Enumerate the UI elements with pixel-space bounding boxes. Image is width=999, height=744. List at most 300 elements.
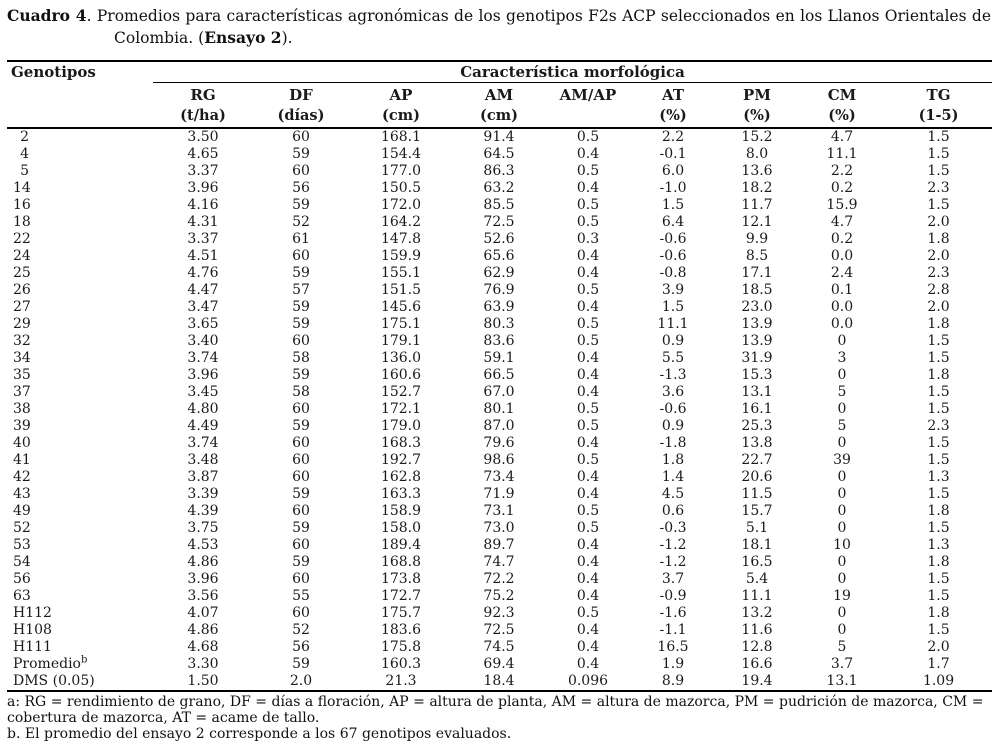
value-cell: 0 (837, 333, 847, 349)
table-row (7, 503, 992, 520)
value-cell: 2.0 (927, 639, 950, 655)
value-cell: 4.68 (187, 639, 219, 655)
table-row (7, 214, 992, 231)
value-cell: 59 (292, 265, 310, 281)
value-cell: 0.5 (576, 333, 600, 349)
table-row (7, 163, 992, 180)
table-row (7, 282, 992, 299)
value-cell: 59.1 (483, 350, 515, 366)
table-row (7, 418, 992, 435)
table-row (7, 367, 992, 384)
value-cell: 175.1 (380, 316, 422, 332)
value-cell: 5 (837, 418, 847, 434)
table-row (7, 673, 992, 691)
value-cell: 172.1 (380, 401, 422, 417)
genotype-label: 4 (20, 146, 29, 162)
value-cell: 59 (292, 197, 310, 213)
table-row (7, 299, 992, 316)
value-cell: 2.8 (927, 282, 950, 298)
value-cell: 0.5 (576, 316, 600, 332)
value-cell: 13.1 (741, 384, 773, 400)
value-cell: 5 (837, 639, 847, 655)
value-cell: 60 (292, 333, 310, 349)
table-row (7, 656, 992, 673)
value-cell: 87.0 (483, 418, 515, 434)
table-row (7, 350, 992, 367)
value-cell: 72.2 (483, 571, 515, 587)
table-row (7, 231, 992, 248)
column-unit-am-ap (545, 105, 631, 128)
value-cell: 66.5 (483, 367, 515, 383)
genotype-cell (7, 299, 153, 316)
value-cell: 4.07 (187, 605, 219, 621)
genotype-label: 40 (13, 435, 31, 451)
value-cell: 58 (292, 350, 310, 366)
value-cell: 175.8 (380, 639, 422, 655)
value-cell: 73.4 (483, 469, 515, 485)
column-header-df: DF (289, 86, 313, 104)
value-cell: 4.80 (187, 401, 219, 417)
value-cell: 3.96 (187, 571, 219, 587)
value-cell: 0.0 (830, 316, 854, 332)
value-cell: 11.1 (741, 588, 773, 604)
value-cell: 0.5 (576, 418, 600, 434)
value-cell: -0.6 (659, 401, 687, 417)
value-cell: 0.4 (576, 265, 600, 281)
value-cell: 168.8 (380, 554, 422, 570)
value-cell: 0.4 (576, 588, 600, 604)
value-cell: 3.6 (661, 384, 685, 400)
value-cell: 3.47 (187, 299, 219, 315)
value-cell: 4.65 (187, 146, 219, 162)
value-cell: 158.0 (380, 520, 422, 536)
value-cell: 59 (292, 146, 310, 162)
genotype-cell (7, 197, 153, 214)
value-cell: 0.5 (576, 163, 600, 179)
column-header-pm: PM (743, 86, 771, 104)
footnote-marker: b (80, 654, 88, 666)
table-row (7, 622, 992, 639)
value-cell: 5.1 (745, 520, 769, 536)
value-cell: 13.2 (741, 605, 773, 621)
value-cell: 0.1 (830, 282, 854, 298)
genotype-cell (7, 333, 153, 350)
value-cell: 15.3 (741, 367, 773, 383)
value-cell: 3.75 (187, 520, 219, 536)
genotype-cell (7, 128, 153, 146)
value-cell: 175.7 (380, 605, 422, 621)
value-cell: 0.2 (830, 231, 854, 247)
value-cell: 1.4 (661, 469, 685, 485)
value-cell: 13.9 (741, 333, 773, 349)
value-cell: 4.47 (187, 282, 219, 298)
genotype-label: 32 (13, 333, 31, 349)
value-cell: 52 (292, 214, 310, 230)
value-cell: -1.2 (659, 554, 687, 570)
value-cell: 60 (292, 163, 310, 179)
value-cell: 10 (833, 537, 851, 553)
column-unit-at: (%) (631, 105, 715, 128)
value-cell: 71.9 (483, 486, 515, 502)
footnote-b: b. El promedio del ensayo 2 corresponde a los 67 genotipos evaluados. (7, 725, 512, 742)
value-cell: 0.5 (576, 520, 600, 536)
value-cell: 60 (292, 435, 310, 451)
value-cell: 1.8 (927, 316, 950, 332)
value-cell: 160.6 (380, 367, 422, 383)
value-cell: 13.6 (741, 163, 773, 179)
genotype-label: 53 (13, 537, 31, 553)
genotype-cell (7, 350, 153, 367)
value-cell: 179.1 (380, 333, 422, 349)
genotype-cell (7, 503, 153, 520)
value-cell: 2.2 (830, 163, 854, 179)
value-cell: 8.0 (745, 146, 769, 162)
value-cell: 160.3 (380, 656, 422, 672)
value-cell: 163.3 (380, 486, 422, 502)
value-cell: 67.0 (483, 384, 515, 400)
value-cell: 21.3 (349, 673, 453, 691)
genotype-label: 38 (13, 401, 31, 417)
value-cell: 0 (837, 554, 847, 570)
value-cell: -0.9 (659, 588, 687, 604)
caption-number: Cuadro 4 (7, 6, 87, 25)
value-cell: 60 (292, 129, 310, 145)
genotype-label: Promedio (13, 656, 81, 672)
value-cell: 75.2 (483, 588, 515, 604)
value-cell: 3.74 (187, 350, 219, 366)
value-cell: 64.5 (483, 146, 515, 162)
value-cell: 4.7 (830, 129, 854, 145)
value-cell: 0.5 (576, 282, 600, 298)
value-cell: 0.4 (576, 384, 600, 400)
footnotes (7, 695, 992, 742)
value-cell: 0 (837, 486, 847, 502)
value-cell: 1.8 (927, 554, 950, 570)
value-cell: 1.5 (927, 622, 950, 638)
value-cell: 2.2 (661, 129, 685, 145)
column-header-am-ap: AM/AP (559, 86, 617, 104)
genotype-cell (7, 537, 153, 554)
value-cell: 1.5 (927, 163, 950, 179)
value-cell: 60 (292, 503, 310, 519)
value-cell: 56 (292, 639, 310, 655)
value-cell: 3.87 (187, 469, 219, 485)
value-cell: 1.5 (927, 333, 950, 349)
value-cell: 19 (833, 588, 851, 604)
column-header-am: AM (484, 86, 514, 104)
value-cell: 0.096 (545, 673, 631, 691)
value-cell: 62.9 (483, 265, 515, 281)
value-cell: 60 (292, 248, 310, 264)
value-cell: 1.3 (927, 469, 950, 485)
value-cell: 16.6 (741, 656, 773, 672)
value-cell: 0.4 (576, 622, 600, 638)
value-cell: 4.51 (187, 248, 219, 264)
value-cell: 55 (292, 588, 310, 604)
value-cell: 3.74 (187, 435, 219, 451)
value-cell: 2.4 (830, 265, 854, 281)
value-cell: 6.4 (661, 214, 685, 230)
value-cell: 162.8 (380, 469, 422, 485)
table-row (7, 316, 992, 333)
table-row (7, 469, 992, 486)
value-cell: 20.6 (741, 469, 773, 485)
genotype-cell (7, 605, 153, 622)
value-cell: 1.5 (927, 588, 950, 604)
value-cell: 4.7 (830, 214, 854, 230)
value-cell: 1.5 (927, 384, 950, 400)
value-cell: 3.30 (187, 656, 219, 672)
genotype-cell (7, 554, 153, 571)
value-cell: 0.4 (576, 537, 600, 553)
genotype-label: 56 (13, 571, 31, 587)
table-row (7, 197, 992, 214)
value-cell: 3.7 (661, 571, 685, 587)
value-cell: 18.1 (741, 537, 773, 553)
value-cell: 0.4 (576, 180, 600, 196)
genotype-label: 43 (13, 486, 31, 502)
value-cell: 15.7 (741, 503, 773, 519)
value-cell: 59 (292, 299, 310, 315)
value-cell: 4.86 (187, 554, 219, 570)
value-cell: 11.1 (657, 316, 689, 332)
value-cell: 1.5 (927, 435, 950, 451)
value-cell: 1.8 (927, 503, 950, 519)
value-cell: 1.8 (927, 367, 950, 383)
value-cell: 0.9 (661, 418, 685, 434)
value-cell: 1.9 (661, 656, 685, 672)
value-cell: 0.6 (661, 503, 685, 519)
column-unit-df: (días) (253, 105, 349, 128)
genotype-cell (7, 282, 153, 299)
genotype-cell (7, 180, 153, 197)
value-cell: 0.5 (576, 605, 600, 621)
value-cell: 1.3 (927, 537, 950, 553)
value-cell: 164.2 (380, 214, 422, 230)
genotype-label: 37 (13, 384, 31, 400)
table-row (7, 401, 992, 418)
value-cell: 2.3 (927, 418, 950, 434)
value-cell: 173.8 (380, 571, 422, 587)
table-row (7, 537, 992, 554)
value-cell: 2.0 (927, 248, 950, 264)
value-cell: 56 (292, 180, 310, 196)
column-header-ap: AP (389, 86, 413, 104)
value-cell: 60 (292, 469, 310, 485)
value-cell: 15.2 (741, 129, 773, 145)
genotype-cell (7, 588, 153, 605)
value-cell: 1.5 (927, 197, 950, 213)
value-cell: 1.5 (927, 401, 950, 417)
value-cell: 152.7 (380, 384, 422, 400)
value-cell: 4.49 (187, 418, 219, 434)
value-cell: 4.31 (187, 214, 219, 230)
value-cell: 0.5 (576, 401, 600, 417)
value-cell: 3.7 (830, 656, 854, 672)
value-cell: 16.5 (657, 639, 689, 655)
value-cell: -0.6 (659, 231, 687, 247)
value-cell: 13.1 (799, 673, 885, 691)
value-cell: 85.5 (483, 197, 515, 213)
value-cell: 1.5 (927, 486, 950, 502)
value-cell: 3.48 (187, 452, 219, 468)
value-cell: 63.2 (483, 180, 515, 196)
value-cell: 150.5 (380, 180, 422, 196)
value-cell: 0.4 (576, 299, 600, 315)
value-cell: 0.3 (576, 231, 600, 247)
value-cell: 0.4 (576, 435, 600, 451)
value-cell: 179.0 (380, 418, 422, 434)
value-cell: 25.3 (741, 418, 773, 434)
value-cell: 3.96 (187, 180, 219, 196)
value-cell: 91.4 (483, 129, 515, 145)
genotype-label: 26 (13, 282, 31, 298)
value-cell: 73.1 (483, 503, 515, 519)
value-cell: 59 (292, 656, 310, 672)
value-cell: 83.6 (483, 333, 515, 349)
value-cell: 3 (837, 350, 847, 366)
table-row (7, 639, 992, 656)
document-page (0, 5, 999, 744)
value-cell: 11.7 (741, 197, 773, 213)
column-unit-pm: (%) (715, 105, 799, 128)
value-cell: 147.8 (380, 231, 422, 247)
value-cell: 74.5 (483, 639, 515, 655)
value-cell: 0.0 (830, 248, 854, 264)
column-header-at: AT (662, 86, 684, 104)
genotype-label: 5 (20, 163, 29, 179)
value-cell: 1.5 (927, 129, 950, 145)
table-row (7, 333, 992, 350)
value-cell: 60 (292, 452, 310, 468)
value-cell: 172.0 (380, 197, 422, 213)
value-cell: 80.3 (483, 316, 515, 332)
genotype-cell (7, 435, 153, 452)
value-cell: 3.50 (187, 129, 219, 145)
genotype-label: 27 (13, 299, 31, 315)
value-cell: -1.8 (659, 435, 687, 451)
table-row (7, 452, 992, 469)
column-header-cm: CM (827, 86, 857, 104)
value-cell: 74.7 (483, 554, 515, 570)
value-cell: 3.96 (187, 367, 219, 383)
genotype-cell (7, 673, 153, 691)
column-unit-am: (cm) (453, 105, 545, 128)
genotype-cell (7, 214, 153, 231)
value-cell: 11.5 (741, 486, 773, 502)
genotype-label: 39 (13, 418, 31, 434)
table-caption (7, 5, 991, 49)
value-cell: 0.4 (576, 367, 600, 383)
genotype-label: H111 (13, 639, 52, 655)
value-cell: 0 (837, 401, 847, 417)
value-cell: 155.1 (380, 265, 422, 281)
value-cell: 59 (292, 316, 310, 332)
value-cell: 0.5 (576, 214, 600, 230)
value-cell: 23.0 (741, 299, 773, 315)
value-cell: 17.1 (741, 265, 773, 281)
column-unit-cm: (%) (799, 105, 885, 128)
caption-trial-label: Ensayo 2 (204, 28, 282, 47)
value-cell: 2.3 (927, 265, 950, 281)
value-cell: 61 (292, 231, 310, 247)
value-cell: 11.6 (741, 622, 773, 638)
value-cell: 0.4 (576, 639, 600, 655)
group-header-caracteristica-morfologica: Característica morfológica (153, 61, 992, 83)
genotype-label: DMS (0.05) (13, 673, 95, 689)
table-row (7, 384, 992, 401)
value-cell: 0 (837, 503, 847, 519)
column-header-rg: RG (190, 86, 216, 104)
value-cell: 0.5 (576, 452, 600, 468)
value-cell: 1.8 (927, 605, 950, 621)
genotype-cell (7, 622, 153, 639)
value-cell: 1.5 (927, 571, 950, 587)
value-cell: 1.5 (927, 146, 950, 162)
genotype-cell (7, 231, 153, 248)
value-cell: 0 (837, 469, 847, 485)
genotype-label: 14 (13, 180, 31, 196)
value-cell: 60 (292, 537, 310, 553)
value-cell: 39 (833, 452, 851, 468)
genotype-label: H108 (13, 622, 52, 638)
value-cell: 0.4 (576, 656, 600, 672)
value-cell: 6.0 (661, 163, 685, 179)
value-cell: 145.6 (380, 299, 422, 315)
value-cell: -1.1 (659, 622, 687, 638)
genotype-cell (7, 486, 153, 503)
value-cell: 18.5 (741, 282, 773, 298)
table-body (7, 128, 992, 691)
value-cell: 158.9 (380, 503, 422, 519)
table-row (7, 265, 992, 282)
value-cell: 52.6 (483, 231, 515, 247)
column-unit-rg: (t/ha) (153, 105, 253, 128)
column-header-tg: TG (926, 86, 951, 104)
value-cell: 60 (292, 401, 310, 417)
value-cell: 0 (837, 367, 847, 383)
value-cell: 8.9 (631, 673, 715, 691)
value-cell: 60 (292, 605, 310, 621)
value-cell: 3.37 (187, 163, 219, 179)
value-cell: 0 (837, 605, 847, 621)
value-cell: 0.9 (661, 333, 685, 349)
genotype-label: H112 (13, 605, 52, 621)
value-cell: 2.3 (927, 180, 950, 196)
genotype-label: 49 (13, 503, 31, 519)
value-cell: 0.2 (830, 180, 854, 196)
value-cell: 59 (292, 520, 310, 536)
value-cell: 3.45 (187, 384, 219, 400)
genotype-cell (7, 265, 153, 282)
table-row (7, 180, 992, 197)
value-cell: 0 (837, 622, 847, 638)
value-cell: 2.0 (253, 673, 349, 691)
value-cell: 4.86 (187, 622, 219, 638)
value-cell: 0.4 (576, 146, 600, 162)
genotype-cell (7, 656, 153, 673)
table-row (7, 588, 992, 605)
value-cell: 0.4 (576, 571, 600, 587)
value-cell: 1.7 (927, 656, 950, 672)
value-cell: 22.7 (741, 452, 773, 468)
agronomic-traits-table (7, 60, 992, 692)
genotype-cell (7, 248, 153, 265)
value-cell: 59 (292, 418, 310, 434)
column-unit-ap: (cm) (349, 105, 453, 128)
value-cell: -1.2 (659, 537, 687, 553)
value-cell: 69.4 (483, 656, 515, 672)
